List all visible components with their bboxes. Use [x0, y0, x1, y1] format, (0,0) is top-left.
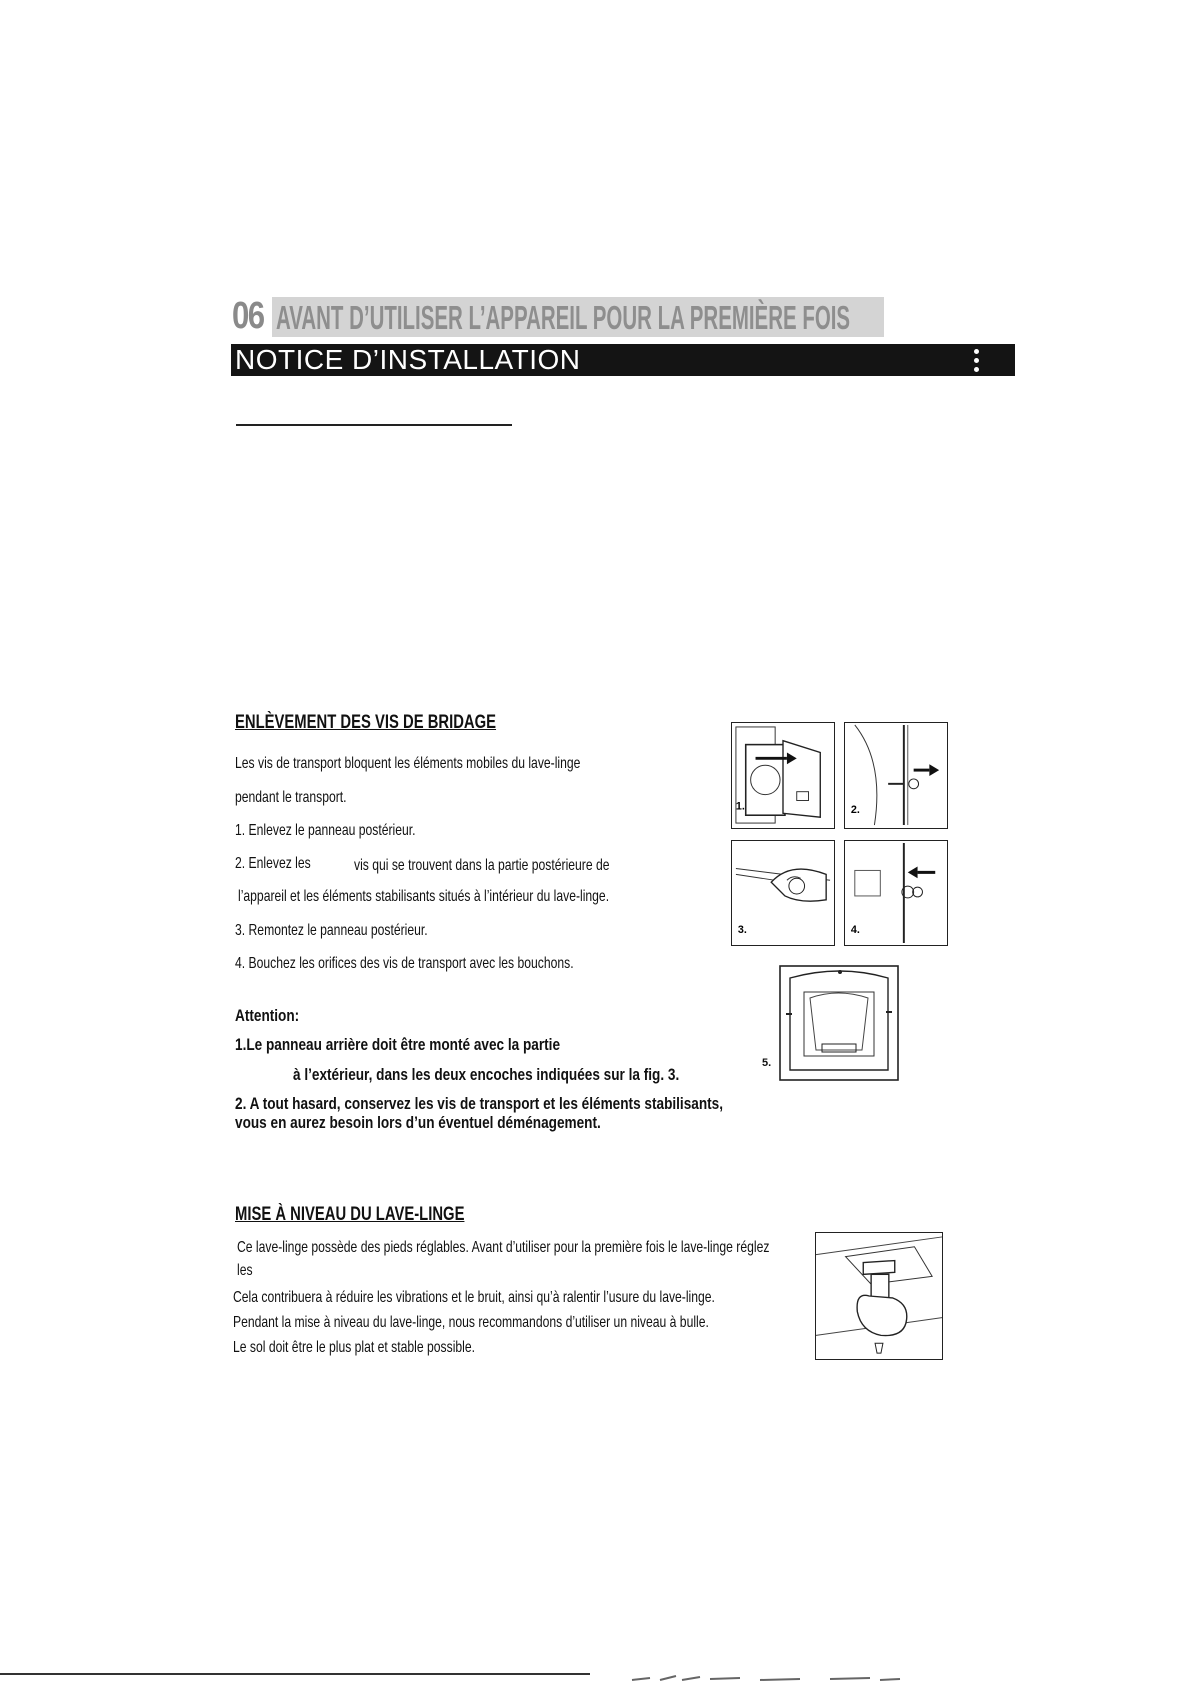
paragraph-line: les [237, 1262, 253, 1279]
figure-1-illustration [731, 722, 835, 829]
step-1: 1. Enlevez le panneau postérieur. [235, 822, 416, 839]
step-4: 4. Bouchez les orifices des vis de transport avec les bouchons. [235, 955, 574, 972]
section-number: 06 [232, 295, 264, 337]
figure-label: 2. [850, 804, 860, 817]
step-2-continued: vis qui se trouvent dans la partie postérieure de [354, 857, 610, 874]
attention-title: Attention: [235, 1006, 300, 1025]
footer-line [0, 1673, 590, 1675]
paragraph-line: Cela contribuera à réduire les vibrations et le bruit, ainsi qu’à ralentir l’usure du lave-linge. [233, 1289, 715, 1306]
paragraph-line: Pendant la mise à niveau du lave-linge, nous recommandons d’utiliser un niveau à bulle. [233, 1314, 709, 1331]
figure-3-illustration [731, 840, 835, 946]
divider-line [236, 424, 512, 426]
step-2-end: l’appareil et les éléments stabilisants situés à l’intérieur du lave-linge. [238, 888, 610, 905]
attention-line: vous en aurez besoin lors d’un éventuel déménagement. [235, 1113, 601, 1132]
step-3: 3. Remontez le panneau postérieur. [235, 922, 428, 939]
page-title: NOTICE D’INSTALLATION [235, 344, 581, 375]
footer-fragment [630, 1670, 930, 1682]
paragraph-line: Ce lave-linge possède des pieds réglables. Avant d’utiliser pour la première fois le lave-linge réglez [237, 1239, 770, 1256]
step-2-start: 2. Enlevez les [235, 855, 311, 872]
transport-screws-heading: ENLÈVEMENT DES VIS DE BRIDAGE [235, 712, 497, 733]
paragraph-line: pendant le transport. [235, 789, 347, 806]
attention-line: à l’extérieur, dans les deux encoches indiquées sur la fig. 3. [293, 1065, 680, 1084]
leveling-foot-illustration [815, 1232, 943, 1360]
attention-line: 1.Le panneau arrière doit être monté avec la partie [235, 1035, 561, 1054]
attention-line: 2. A tout hasard, conservez les vis de transport et les éléments stabilisants, [235, 1094, 724, 1113]
paragraph-line: Le sol doit être le plus plat et stable possible. [233, 1339, 476, 1356]
figure-5-illustration [778, 962, 902, 1086]
figure-2-illustration [844, 722, 948, 829]
figure-4-illustration [844, 840, 948, 946]
figure-label: 1. [735, 800, 745, 813]
vertical-dots-icon [973, 349, 981, 375]
paragraph-line: Les vis de transport bloquent les éléments mobiles du lave-linge [235, 755, 581, 772]
section-title: AVANT D’UTILISER L’APPAREIL POUR LA PREMIÈRE FOIS [276, 299, 851, 336]
figure-label: 3. [737, 924, 747, 937]
figure-label: 5. [762, 1057, 772, 1069]
leveling-heading: MISE À NIVEAU DU LAVE-LINGE [235, 1204, 465, 1225]
figure-label: 4. [850, 924, 860, 937]
